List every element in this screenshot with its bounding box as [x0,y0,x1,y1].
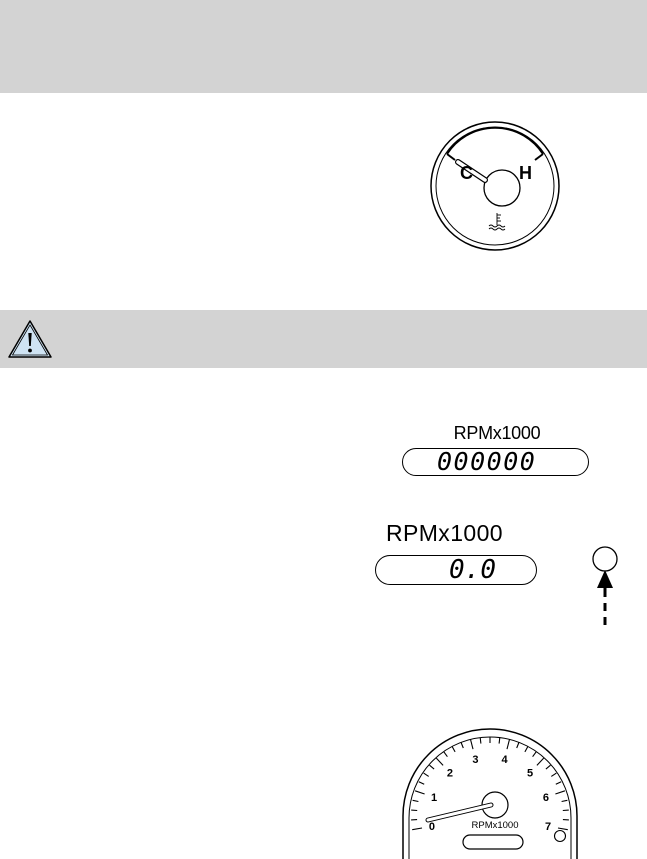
tachometer-label-7: 7 [545,821,552,834]
tripmeter-value: 0.0 [449,555,496,585]
tachometer-display-window [463,835,523,849]
temperature-gauge [427,120,563,252]
tachometer-minor-tick [452,747,455,752]
odometer-display [402,422,592,482]
tachometer-major-tick [471,739,474,749]
tachometer-major-tick [555,791,565,794]
odometer-digits: 000000 [437,447,537,476]
tachometer-major-tick [412,828,422,830]
header-band [0,0,647,93]
tripmeter-label: RPMx1000 [386,520,503,546]
tachometer-major-tick [558,828,568,830]
tachometer [398,712,582,859]
tachometer-unit-label: RPMx1000 [471,820,519,831]
tachometer-minor-tick [424,773,429,776]
tachometer-label-1: 1 [431,792,438,805]
tachometer-indicator-lamp [555,831,566,842]
tachometer-minor-tick [533,752,537,757]
tachometer-minor-tick [480,738,481,744]
tachometer-minor-tick [499,738,500,744]
tripmeter-window [375,555,537,585]
tachometer-minor-tick [461,743,463,749]
tachometer-major-tick [415,791,425,794]
tachometer-minor-tick [525,747,528,752]
odometer-label: RPMx1000 [453,423,541,443]
tachometer-minor-tick [562,800,568,801]
tachometer-minor-tick [430,765,435,769]
tachometer-label-5: 5 [527,767,534,780]
tachometer-minor-tick [444,752,448,757]
tachometer-needle [428,805,491,820]
tachometer-minor-tick [556,782,561,785]
cold-label: C [460,163,473,183]
tachometer-minor-tick [546,765,551,769]
hot-label: H [519,163,532,183]
tachometer-label-3: 3 [472,753,479,766]
tachometer-label-0: 0 [428,821,435,834]
tachometer-major-tick [507,739,510,749]
warning-band [0,310,647,368]
tachometer-minor-tick [551,773,556,776]
tachometer-major-tick [436,758,443,765]
odometer-window [402,448,589,476]
reset-button-icon[interactable] [590,545,620,630]
warning-triangle-icon [7,318,53,360]
tachometer-minor-tick [419,782,424,785]
tachometer-label-4: 4 [501,753,508,766]
tachometer-label-2: 2 [446,767,453,780]
tachometer-minor-tick [413,800,419,801]
tachometer-label-6: 6 [542,792,549,805]
tachometer-major-tick [537,758,544,765]
tachometer-minor-tick [517,743,519,749]
